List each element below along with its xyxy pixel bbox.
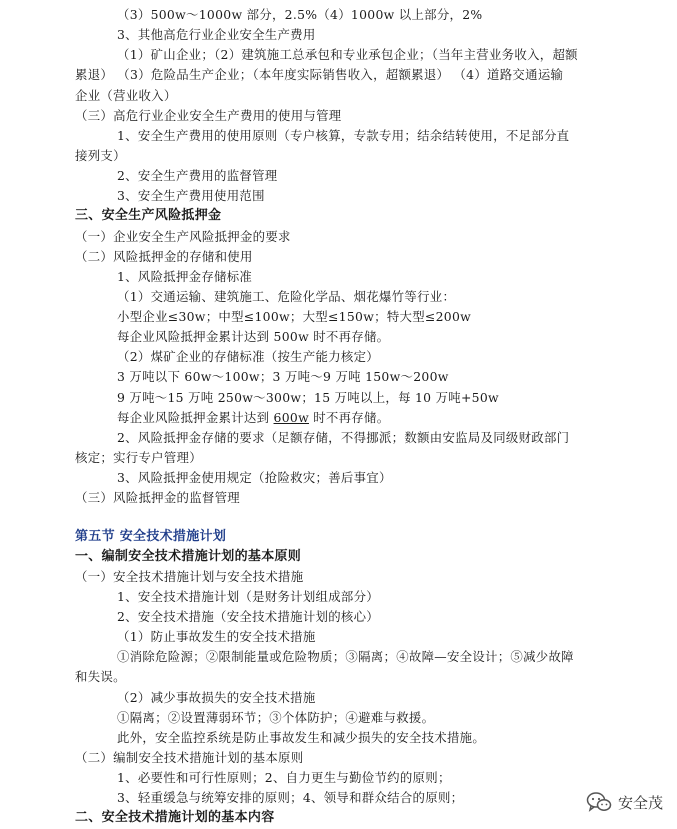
text-segment: 每企业风险抵押金累计达到	[117, 410, 274, 425]
text-line: 1、风险抵押金存储标准	[117, 269, 253, 284]
text-line: 2、安全技术措施（安全技术措施计划的核心）	[117, 609, 379, 624]
watermark	[586, 789, 663, 815]
underlined-amount: 600w	[273, 410, 309, 425]
text-line: （二）风险抵押金的存储和使用	[75, 249, 253, 264]
wechat-icon	[586, 791, 612, 813]
section-heading: 三、安全生产风险抵押金	[75, 208, 222, 223]
text-line: 企业（营业收入）	[75, 88, 177, 103]
text-line: （3）500w～1000w 部分，2.5%（4）1000w 以上部分，2%	[117, 7, 483, 22]
text-line: ①隔离；②设置薄弱环节；③个体防护；④避难与救援。	[117, 710, 435, 725]
text-line: （一）安全技术措施计划与安全技术措施	[75, 569, 304, 584]
text-line: 1、必要性和可行性原则；2、自力更生与勤俭节约的原则；	[117, 770, 451, 785]
text-line: 和失误。	[75, 669, 126, 684]
chapter-heading: 第五节 安全技术措施计划	[75, 529, 227, 544]
watermark-text: 安全茂	[617, 793, 663, 812]
text-line: 核定；实行专户管理）	[75, 450, 202, 465]
text-line: 此外，安全监控系统是防止事故发生和减少损失的安全技术措施。	[117, 730, 486, 745]
section-heading: 二、安全技术措施计划的基本内容	[75, 810, 275, 825]
text-line: 2、安全生产费用的监督管理	[117, 168, 278, 183]
text-line: 小型企业≤30w；中型≤100w；大型≤150w；特大型≤200w	[117, 309, 472, 324]
text-line: （一）企业安全生产风险抵押金的要求	[75, 229, 291, 244]
text-line: 9 万吨～15 万吨 250w～300w；15 万吨以上，每 10 万吨+50w	[117, 390, 499, 405]
text-line: 3、风险抵押金使用规定（抢险救灾；善后事宜）	[117, 470, 392, 485]
text-line: 2、风险抵押金存储的要求（足额存储，不得挪派；数额由安监局及同级财政部门	[117, 430, 570, 445]
text-line: （1）交通运输、建筑施工、危险化学品、烟花爆竹等行业：	[117, 289, 456, 304]
text-line: 3、安全生产费用使用范围	[117, 188, 265, 203]
text-line: ①消除危险源；②限制能量或危险物质；③隔离；④故障—安全设计；⑤减少故障	[117, 649, 574, 664]
text-line: （三）高危行业企业安全生产费用的使用与管理	[75, 108, 342, 123]
text-line: 接列支）	[75, 148, 126, 163]
text-line: 1、安全技术措施计划（是财务计划组成部分）	[117, 589, 379, 604]
text-segment: 时不再存储。	[309, 410, 390, 425]
section-heading: 一、编制安全技术措施计划的基本原则	[75, 549, 302, 564]
text-line: （1）防止事故发生的安全技术措施	[117, 629, 316, 644]
text-line: 3、轻重缓急与统筹安排的原则；4、领导和群众结合的原则；	[117, 790, 464, 805]
text-line: （2）减少事故损失的安全技术措施	[117, 690, 316, 705]
text-line	[117, 408, 389, 428]
text-line: 1、安全生产费用的使用原则（专户核算，专款专用；结余结转使用，不足部分直	[117, 128, 570, 143]
text-line: 3 万吨以下 60w～100w；3 万吨～9 万吨 150w～200w	[117, 369, 449, 384]
text-line: 3、其他高危行业企业安全生产费用	[117, 27, 316, 42]
text-line: （三）风险抵押金的监督管理	[75, 490, 240, 505]
text-line: （1）矿山企业；（2）建筑施工总承包和专业承包企业；（当年主营业务收入，超额	[117, 47, 578, 62]
text-line: （二）编制安全技术措施计划的基本原则	[75, 750, 304, 765]
text-line: 累退） （3）危险品生产企业；（本年度实际销售收入，超额累退） （4）道路交通运输	[75, 67, 564, 82]
text-line: 每企业风险抵押金累计达到 500w 时不再存储。	[117, 329, 390, 344]
text-line: （2）煤矿企业的存储标准（按生产能力核定）	[117, 349, 379, 364]
